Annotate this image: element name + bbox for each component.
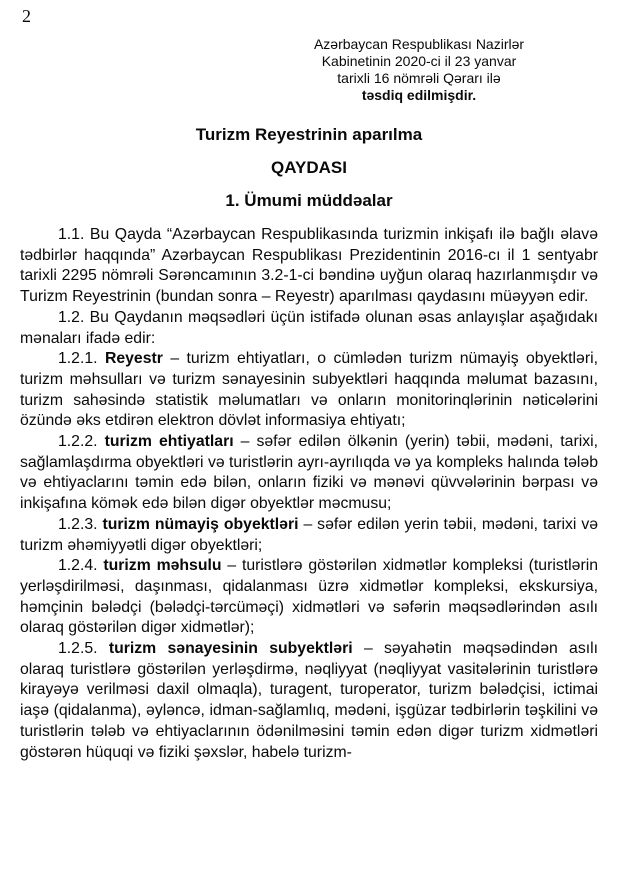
- paragraph-1-2-1: [20, 349, 598, 432]
- document-title: Turizm Reyestrinin aparılma: [195, 125, 423, 144]
- clause-text: – səfər edilən ölkənin (yerin) təbii, mədəni, tarixi, sağlamlaşdırma obyektləri və turistlərin ayrı-ayrılıqda və ya kompleks halında tələb və ehtiyaclarını təmin edə bilən, onların fiziki və mənəvi qüvvələrinin bərpası və inkişafına kömək edə bilən digər obyektlər məcmusu;: [20, 433, 599, 513]
- defined-term: turizm məhsulu: [103, 557, 222, 575]
- paragraph-1-2-2: [20, 432, 598, 515]
- defined-term: turizm sənayesinin subyektləri: [108, 640, 353, 658]
- paragraph-1-2-4: [20, 556, 598, 639]
- clause-number: 1.2.5.: [58, 640, 98, 658]
- document-subtitle: QAYDASI: [271, 158, 347, 177]
- clause-number: 1.2.3.: [58, 515, 98, 533]
- clause-text: Bu Qayda “Azərbaycan Respublikasında turizmin inkişafı ilə bağlı əlavə tədbirlər haqqında” Azərbaycan Respublikası Prezidentinin 2016-cı il 1 sentyabr tarixli 2295 nömrəli Sərəncamının 3.2-1-ci bəndinə uyğun olaraq hazırlanmışdır və Turizm Reyestrinin (bundan sonra – Reyestr) aparılması qaydasını müəyyən edir.: [20, 226, 598, 306]
- section-heading: 1. Ümumi müddəalar: [225, 191, 393, 210]
- paragraph-1-2-3: [20, 515, 598, 556]
- approval-note-line: Azərbaycan Respublikası Nazirlər: [313, 36, 525, 52]
- clause-text: – turizm ehtiyatları, o cümlədən turizm nümayiş obyektləri, turizm məhsulları və turizm sənayesinin subyektləri haqqında məlumat bazasını, turizm sahəsində statistik məlumatları və onların monitorinqlərinin nəticələrini özündə əks etdirən elektron dövlət informasiya ehtiyatı;: [20, 350, 598, 430]
- clause-number: 1.2.1.: [58, 350, 98, 368]
- paragraph-1-1: [20, 225, 598, 308]
- clause-text: Bu Qaydanın məqsədləri üçün istifadə olunan əsas anlayışlar aşağıdakı mənaları ifadə edir:: [20, 308, 599, 347]
- defined-term: turizm ehtiyatları: [104, 433, 234, 451]
- clause-number: 1.1.: [58, 226, 85, 243]
- document-body: [20, 225, 598, 763]
- paragraph-1-2: [20, 308, 598, 349]
- clause-text: – səyahətin məqsədindən asılı olaraq turistlərə göstərilən yerləşdirmə, nəqliyyat (nəqliyyat vasitələrinin turistlərə kirayəyə verilməsi daxil olmaqla), turagent, turoperator, turizm bələdçisi, ictimai iaşə (qidalanma), əyləncə, idman-sağlamlıq, mədəni, işgüzar tədbirlərin təşkilini və turistlərin tələb və ehtiyaclarının ödənilməsini təmin edən digər turizm xidmətləri göstərən hüquqi və fiziki şəxslər, habelə turizm-: [20, 640, 599, 761]
- approval-note-line: Kabinetinin 2020-ci il 23 yanvar: [321, 53, 517, 69]
- clause-text: – səfər edilən yerin təbii, mədəni, tarixi və turizm əhəmiyyətli digər obyektləri;: [20, 515, 599, 554]
- paragraph-1-2-5: [20, 639, 598, 763]
- clause-number: 1.2.4.: [58, 557, 98, 575]
- approval-note-line: tarixli 16 nömrəli Qərarı ilə: [337, 70, 501, 86]
- page-number: 2: [22, 6, 31, 26]
- clause-number: 1.2.: [58, 308, 85, 326]
- approval-note: [292, 36, 546, 104]
- defined-term: turizm nümayiş obyektləri: [102, 515, 299, 533]
- clause-text: – turistlərə göstərilən xidmətlər kompleksi (turistlərin yerləşdirilməsi, daşınması, qidalanması üzrə xidmətlər kompleksi, ekskursiya, həmçinin bələdçi (bələdçi-tərcüməçi) xidmətləri və səfərin məqsədlərindən asılı olaraq göstərilən digər xidmətlər);: [20, 557, 598, 637]
- defined-term: Reyestr: [104, 350, 163, 368]
- clause-number: 1.2.2.: [58, 433, 98, 451]
- approval-note-line-bold: təsdiq edilmişdir.: [361, 87, 477, 103]
